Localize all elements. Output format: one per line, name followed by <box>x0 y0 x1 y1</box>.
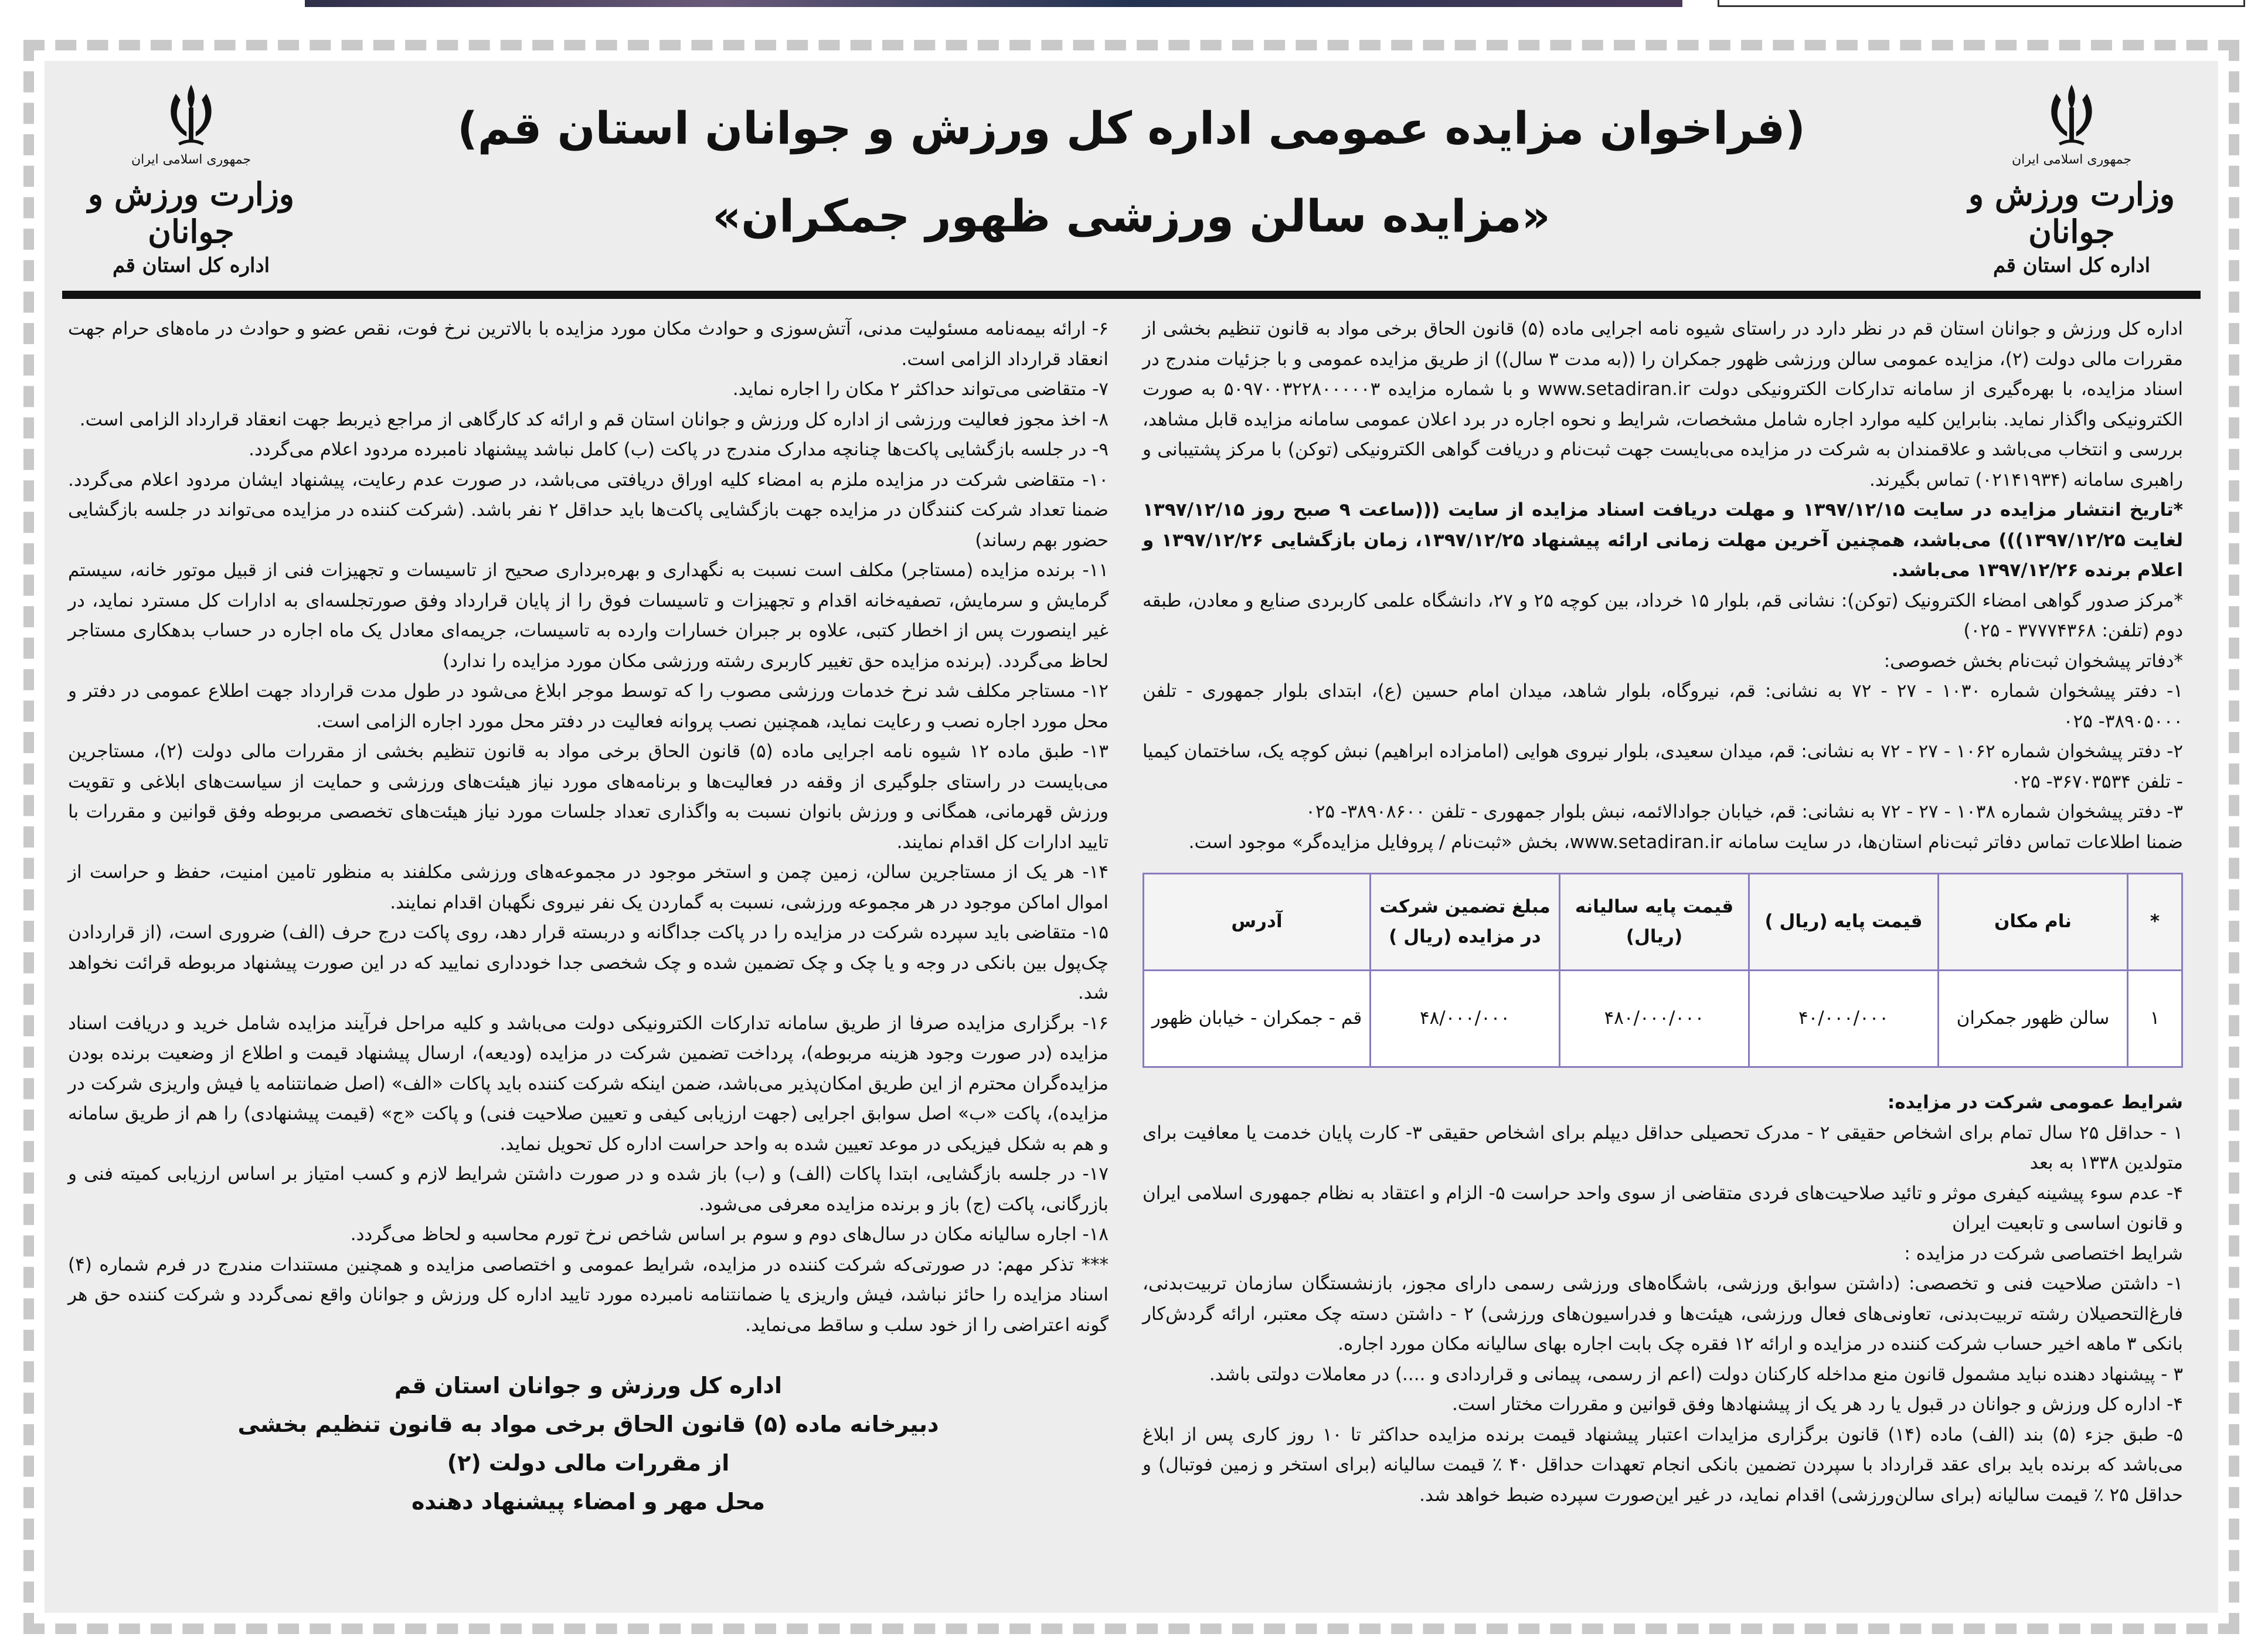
special-conditions-heading: شرایط اختصاصی شرکت در مزایده : <box>1904 1243 2183 1264</box>
emblem-caption: جمهوری اسلامی ایران <box>131 152 251 167</box>
table-row <box>1144 971 2182 1067</box>
iran-emblem-icon <box>153 79 229 155</box>
col-guarantee: مبلغ تضمین شرکت در مزایده (ریال ) <box>1371 874 1560 971</box>
cell-address: قم - جمکران - خیابان ظهور <box>1144 971 1371 1067</box>
condition-8: ۸- اخذ مجوز فعالیت ورزشی از اداره کل ورزش و جوانان استان قم و ارائه کد کارگاهی از مراجع ذیربط جهت انعقاد قرارداد الزامی است. <box>79 409 1109 430</box>
general-condition-2: ۴- عدم سوء پیشینه کیفری موثر و تائید صلاحیت‌های فردی متقاضی از سوی واحد حراست ۵- الزام و اعتقاد به نظام جمهوری اسلامی ایران و قانون اساسی و تابعیت ایران <box>1142 1182 2183 1234</box>
cell-annual-price: ۴۸۰/۰۰۰/۰۰۰ <box>1560 971 1749 1067</box>
header-divider <box>62 291 2201 299</box>
cell-base-price: ۴۰/۰۰۰/۰۰۰ <box>1749 971 1939 1067</box>
ministry-emblem-right <box>1943 79 2201 277</box>
table-header-row <box>1144 874 2182 971</box>
token-center: *مرکز صدور گواهی امضاء الکترونیک (توکن): نشانی قم، بلوار ۱۵ خرداد، بین کوچه ۲۵ و ۲۷، دانشگاه علمی کاربردی صنایع و معادن، طبقه دوم (تلفن: ۳۷۷۷۴۳۶۸ - ۰۲۵) <box>1142 590 2183 641</box>
intro-paragraph: اداره کل ورزش و جوانان استان قم در نظر دارد در راستای شیوه نامه اجرایی ماده (۵) قانون الحاق برخی مواد به قانون تنظیم بخشی از مقررات مالی دولت (۲)، مزایده عمومی سالن ورزشی ظهور جمکران را ((به مدت ۳ سال)) از طریق مزایده عمومی و با جزئیات مندرج در اسناد مزایده، با بهره‌گیری از سامانه تدارکات الکترونیکی دولت www.setadiran.ir و با شماره مزایده ۵۰۹۷۰۰۳۲۲۸۰۰۰۰۰۳ به صورت الکترونیکی واگذار نماید. بنابراین کلیه موارد اجاره شامل مشخصات، شرایط و نحوه اجاره در برد اعلان عمومی سامانه مزایده قابل مشاهد، بررسی و انتخاب می‌باشد و علاقمندان به شرکت در مزایده می‌بایست جهت ثبت‌نام و دریافت گواهی الکترونیکی (توکن) با مرکز پشتیبانی و راهبری سامانه (۰۲۱۴۱۹۳۴) تماس بگیرند. <box>1142 318 2184 491</box>
emblem-caption: جمهوری اسلامی ایران <box>2011 152 2132 167</box>
iran-emblem-icon <box>2034 79 2110 155</box>
general-condition-1: ۱ - حداقل ۲۵ سال تمام برای اشخاص حقیقی ۲ - مدرک تحصیلی حداقل دیپلم برای اشخاص حقیقی ۳- کارت پایان خدمت یا معافیت برای متولدین ۱۳۳۸ به بعد <box>1142 1122 2183 1173</box>
general-conditions-heading: شرایط عمومی شرکت در مزایده: <box>1887 1092 2183 1113</box>
condition-11: ۱۱- برنده مزایده (مستاجر) مکلف است نسبت به نگهداری و بهره‌برداری صحیح از تاسیسات و تجهیزات فنی از قبیل موتور خانه، سیستم گرمایش و سرمایش، تصفیه‌خانه اقدام و تجهیزات و تاسیسات فوق را از پایان قرارداد وفق صورتجلسه‌ای به ادارات کل مسترد نماید، در غیر اینصورت پس از اخطار کتبی، علاوه بر جبران خسارات وارده به تاسیسات، جریمه‌ای معادل یک ماه اجاره در حساب بدهکاری مستاجر لحاظ می‌گردد. (برنده مزایده حق تغییر کاربری رشته ورزشی مکان مورد مزایده را ندارد) <box>68 560 1109 672</box>
office-1: ۱- دفتر پیشخوان شماره ۱۰۳۰ - ۲۷ - ۷۲ به نشانی: قم، نیروگاه، بلوار شاهد، میدان امام حسین (ع)، ابتدای بلوار جمهوری - تلفن ۳۸۹۰۵۰۰۰- ۰۲۵ <box>1142 680 2183 732</box>
condition-12: ۱۲- مستاجر مکلف شد نرخ خدمات ورزشی مصوب را که توسط موجر ابلاغ می‌شود در طول مدت قرارداد جهت اطلاع عمومی در دفتر و محل مورد اجاره نصب و رعایت نماید، همچنین نصب پروانه فعالیت در دفتر محل مورد اجاره الزامی است. <box>68 680 1109 732</box>
ad-title: (فراخوان مزایده عمومی اداره کل ورزش و جوانان استان قم) <box>457 102 1805 154</box>
special-condition-5: ۵- طبق جزء (۵) بند (الف) ماده (۱۴) قانون برگزاری مزایدات اعتبار پیشنهاد قیمت برنده مزایده حداکثر تا ۱۰ روز کاری پس از ابلاغ می‌باشد که برنده باید برای عقد قرارداد با سپردن تضمین بانکی انجام تعهدات حداقل ۴۰ ٪ قیمت سالیانه (برای استخر و زمین فوتبال) و حداقل ۲۵ ٪ قیمت سالیانه (برای سالن‌ورزشی) اقدام نماید، در غیر این‌صورت سپرده ضبط خواهد شد. <box>1142 1424 2183 1506</box>
condition-14: ۱۴- هر یک از مستاجرین سالن، زمین چمن و استخر موجود در مجموعه‌های ورزشی مکلفند به منظور تامین امنیت، حفظ و حراست از اموال اماکن موجود در هر مجموعه ورزشی، نسبت به گماردن یک نفر نیروی نگهبان اقدام نمایند. <box>68 862 1109 913</box>
col-base-price: قیمت پایه (ریال ) <box>1749 874 1939 971</box>
offices-heading: *دفاتر پیشخوان ثبت‌نام بخش خصوصی: <box>1883 650 2183 672</box>
signature-line-4: محل مهر و امضاء پیشنهاد دهنده <box>411 1489 766 1514</box>
office-2: ۲- دفتر پیشخوان شماره ۱۰۶۲ - ۲۷ - ۷۲ به نشانی: قم، میدان سعیدی، بلوار نیروی هوایی (امامزاده ابراهیم) نبش کوچه یک، ساختمان کیمیا - تلفن ۳۶۷۰۳۵۳۴- ۰۲۵ <box>1142 741 2183 792</box>
cell-guarantee: ۴۸/۰۰۰/۰۰۰ <box>1371 971 1560 1067</box>
venue-table <box>1142 873 2183 1068</box>
office-3: ۳- دفتر پیشخوان شماره ۱۰۳۸ - ۲۷ - ۷۲ به نشانی: قم، خیابان جوادالائمه، نبش بلوار جمهوری - تلفن ۳۸۹۰۸۶۰۰- ۰۲۵ <box>1305 801 2183 822</box>
condition-9: ۹- در جلسه بازگشایی پاکت‌ها چنانچه مدارک مندرج در پاکت (ب) کامل نباشد پیشنهاد نامبرده مردود اعلام می‌گردد. <box>249 439 1109 460</box>
cell-venue: سالن ظهور جمکران <box>1939 971 2128 1067</box>
condition-15: ۱۵- متقاضی باید سپرده شرکت در مزایده را در پاکت جداگانه و دربسته قرار دهد، روی پاکت درج حرف (الف) ضروری است، (از قراردادن چک‌پول بین بانکی در وجه و یا چک و چک تضمین شده و چک شخصی جدا خودداری نمایید که در این صورت پیشنهاد مربوطه قرائت نخواهد شد. <box>68 922 1109 1003</box>
condition-17: ۱۷- در جلسه بازگشایی، ابتدا پاکات (الف) و (ب) باز شده و در صورت داشتن شرایط لازم و کسب امتیاز بر اساس ارزیابی کمیته فنی و بازرگانی، پاکت (ج) باز و برنده مزایده معرفی می‌شود. <box>68 1163 1109 1215</box>
col-venue: نام مکان <box>1939 874 2128 971</box>
signature-line-2: دبیرخانه ماده (۵) قانون الحاق برخی مواد به قانون تنظیم بخشی <box>237 1411 939 1437</box>
col-index: * <box>2128 874 2182 971</box>
cell-index: ۱ <box>2128 971 2182 1067</box>
dates-paragraph: *تاریخ انتشار مزایده در سایت ۱۳۹۷/۱۲/۱۵ و مهلت دریافت اسناد مزایده از سایت (((ساعت ۹ صبح روز ۱۳۹۷/۱۲/۱۵ لغایت ۱۳۹۷/۱۲/۲۵))) می‌باشد، همچنین آخرین مهلت زمانی ارائه پیشنهاد ۱۳۹۷/۱۲/۲۵، زمان بازگشایی ۱۳۹۷/۱۲/۲۶ و اعلام برنده ۱۳۹۷/۱۲/۲۶ می‌باشد. <box>1142 499 2184 581</box>
left-column <box>68 314 1109 1521</box>
title-block <box>349 84 1913 260</box>
signature-line-1: اداره کل ورزش و جوانان استان قم <box>394 1373 783 1398</box>
condition-7: ۷- متقاضی می‌تواند حداکثر ۲ مکان را اجاره نماید. <box>732 379 1109 400</box>
ministry-name: وزارت ورزش و جوانان <box>1968 175 2175 250</box>
ad-frame <box>23 40 2239 1634</box>
condition-18: ۱۸- اجاره سالیانه مکان در سال‌های دوم و سوم بر اساس شاخص نرخ تورم محاسبه و لحاظ می‌گردد. <box>350 1224 1109 1245</box>
department-name: اداره کل استان قم <box>1992 254 2151 277</box>
special-condition-4: ۴- اداره کل ورزش و جوانان در قبول یا رد هر یک از پیشنهادها وفق قوانین و مقررات مختار است. <box>1451 1394 2183 1415</box>
ad-subtitle: «مزایده سالن ورزشی ظهور جمکران» <box>712 190 1550 242</box>
signature-block <box>68 1366 1109 1521</box>
contact-note: ضمنا اطلاعات تماس دفاتر ثبت‌نام استان‌ها، در سایت سامانه www.setadiran.ir، بخش «ثبت‌نام / پروفایل مزایده‌گر» موجود است. <box>1188 831 2183 853</box>
ministry-emblem-left <box>62 79 320 277</box>
ministry-name: وزارت ورزش و جوانان <box>88 175 294 250</box>
col-annual-price: قیمت پایه سالیانه (ریال) <box>1560 874 1749 971</box>
special-condition-1: ۱- داشتن صلاحیت فنی و تخصصی: (داشتن سوابق ورزشی، باشگاه‌های ورزشی رسمی دارای مجوز، بازنشستگان سازمان تربیت‌بدنی، فارغ‌التحصیلان رشته تربیت‌بدنی، تعاونی‌های فعال ورزشی، هیئت‌ها و فدراسیون‌های ورزشی) ۲ - داشتن دسته چک معتبر، ارائه گردش‌کار بانکی ۳ ماهه اخیر حساب شرکت کننده در مزایده و ارائه ۱۲ فقره چک بابت اجاره بهای سالیانه مکان مورد اجاره. <box>1142 1273 2183 1354</box>
signature-line-3: از مقررات مالی دولت (۲) <box>447 1450 730 1476</box>
condition-16: ۱۶- برگزاری مزایده صرفا از طریق سامانه تدارکات الکترونیکی دولت می‌باشد و کلیه مراحل فرآیند مزایده شامل خرید و دریافت اسناد مزایده (در صورت وجود هزینه مربوطه)، پرداخت تضمین شرکت در مزایده (ودیعه)، ارسال پیشنهاد قیمت و اطلاع از وضعیت برنده بودن مزایده‌گران محترم از این طریق امکان‌پذیر می‌باشد، ضمن اینکه شرکت کننده باید پاکات «الف» (اصل ضمانتنامه یا فیش واریزی شرکت در مزایده)، پاکت «ب» اصل سوابق اجرایی (جهت ارزیابی کیفی و تعیین صلاحیت فنی) و پاکت «ج» (قیمت پیشنهادی) را هم از طریق سامانه و هم به شکل فیزیکی در موعد تعیین شده به واحد حراست اداره کل تحویل نماید. <box>68 1012 1109 1155</box>
right-column <box>1142 314 2183 1510</box>
important-note: *** تذکر مهم: در صورتی‌که شرکت کننده در مزایده، شرایط عمومی و اختصاصی مزایده و همچنین مستندات مندرج در فرم شماره (۴) اسناد مزایده را حائز نباشد، فیش واریزی یا ضمانتنامه نامبرده مورد تایید اداره کل ورزش و جوانان واقع نمی‌گردد و شرکت کننده حق هر گونه اعتراضی را از خود سلب و ساقط می‌نماید. <box>68 1254 1109 1336</box>
condition-10: ۱۰- متقاضی شرکت در مزایده ملزم به امضاء کلیه اوراق دریافتی می‌باشد، در صورت عدم رعایت، پیشنهاد ایشان مردود اعلام می‌گردد. ضمنا تعداد شرکت کنندگان در مزایده جهت بازگشایی پاکت‌ها باید حداقل ۲ نفر باشد. (شرکت کننده در مزایده می‌تواند در جلسه بازگشایی حضور بهم رساند) <box>68 469 1109 551</box>
condition-13: ۱۳- طبق ماده ۱۲ شیوه نامه اجرایی ماده (۵) قانون الحاق برخی مواد به قانون تنظیم بخشی از مقررات مالی دولت (۲)، مستاجرین می‌بایست در راستای جلوگیری از وقفه در فعالیت‌ها و برنامه‌های مورد نیاز هیئت‌های ورزشی و حمایت از سیاست‌های ابلاغی و تقویت ورزش قهرمانی، همگانی و ورزش بانوان نسبت به واگذاری تعداد جلسات مورد نیاز هیئت‌های تخصصی مربوطه وفق قوانین و مقررات با تایید ادارات کل اقدام نمایند. <box>68 741 1109 853</box>
special-condition-3: ۳ - پیشنهاد دهنده نباید مشمول قانون منع مداخله کارکنان دولت (اعم از رسمی، پیمانی و قراردادی و ....) در معاملات دولتی باشد. <box>1209 1363 2183 1385</box>
department-name: اداره کل استان قم <box>112 254 270 277</box>
col-address: آدرس <box>1144 874 1371 971</box>
condition-6: ۶- ارائه بیمه‌نامه مسئولیت مدنی، آتش‌سوزی و حوادث مکان مورد مزایده با بالاترین نرخ فوت، نقص عضو و حوادث در ماه‌های حرام جهت انعقاد قرارداد الزامی است. <box>68 318 1109 370</box>
ad-body <box>45 61 2218 1613</box>
top-box-edge <box>1718 0 2245 7</box>
top-image-strip <box>305 0 1682 7</box>
